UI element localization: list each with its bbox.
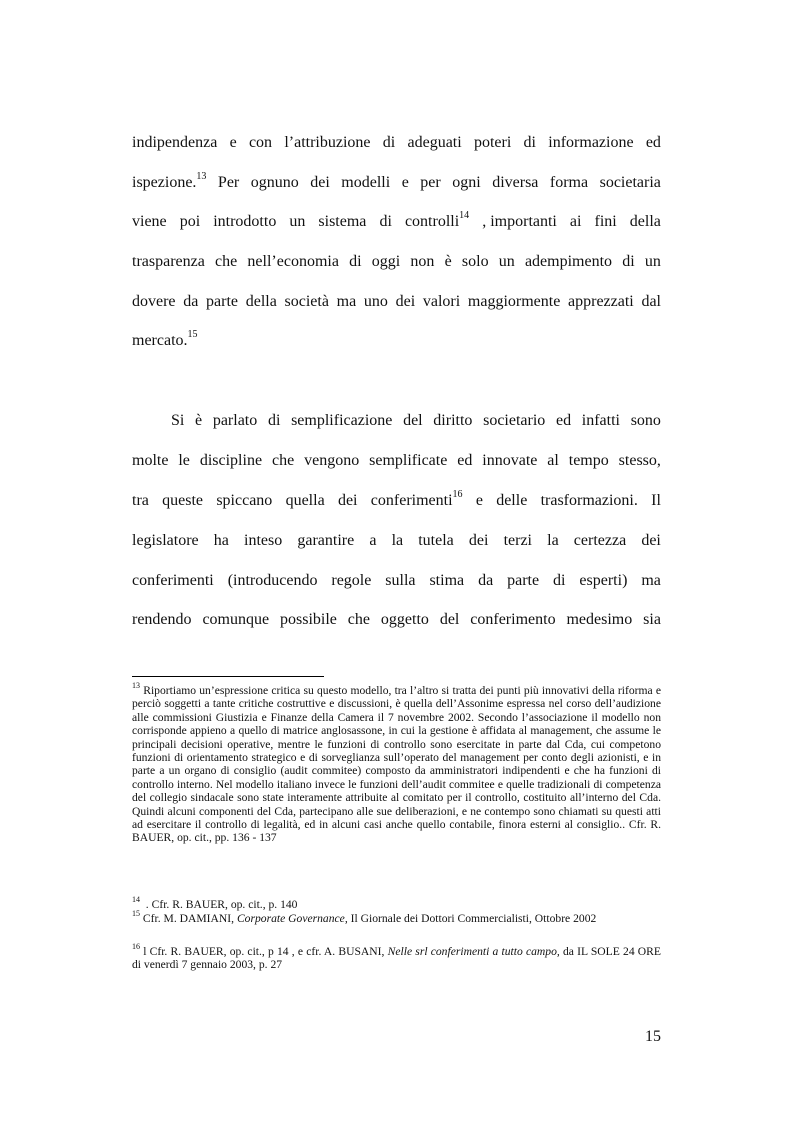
footnote-number: 14 <box>132 895 140 905</box>
word: forma <box>549 174 589 191</box>
word: queste <box>162 492 204 509</box>
footnote-ref-15[interactable]: 15 <box>187 328 198 340</box>
word: a <box>369 532 377 549</box>
word: infatti <box>581 412 620 429</box>
body-line <box>132 569 661 593</box>
body-line <box>132 608 661 632</box>
footnote-text: Riportiamo un’espressione critica su questo modello, tra l’altro si tratta dei punti più innovativi della riforma e perciò soggetti a tante critiche costruttive e discussioni, è quella dell’Assonime espressa nel corso dell’audizione alle commissioni Giustizia e Finanze della Camera il 7 novembre 2002. Secondo l’associazione il modello non corrisponde appieno a quello di matrice anglosassone, in cui la gestione è affidata al management, che assume le principali decisioni operative, mentre le funzioni di controllo sono esercitate in parte dal Cda, cui competono funzioni di orientamento strategico e di sorveglianza sull’operato del management per conto degli azionisti, e in parte a un organo di consiglio (audit commitee) composto da amministratori indipendenti e che ha funzioni di controllo interno. Nel modello italiano invece le funzioni dell’audit commitee e quelle tradizionali di competenza del collegio sindacale sono state interamente attribuite al comitato per il controllo, costituito all’interno del Cda. Quindi alcuni componenti del Cda, partecipano alle sue deliberazioni, e ne contempo sono chiamati su questi atti ad esercitare il controllo di legalità, ed in alcuni casi anche quello contabile, finora esterni al consiglio.. Cfr. R. BAUER, op. cit., pp. 136 - 137 <box>132 684 661 845</box>
word: oggi <box>371 253 401 270</box>
word: trasparenza <box>132 253 205 270</box>
word: la <box>391 532 404 549</box>
word: dei <box>395 293 416 310</box>
word: modelli <box>341 174 391 191</box>
word: un <box>498 253 515 270</box>
footnote-16 <box>132 942 661 972</box>
body-line <box>171 409 661 433</box>
body-line <box>132 329 661 353</box>
footnote-text: Il Giornale dei Dottori Commercialisti, Ottobre 2002 <box>347 912 597 925</box>
word: ed <box>555 412 572 429</box>
word: la <box>547 532 559 549</box>
word-with-footnote-ref <box>405 210 469 234</box>
body-line <box>132 529 661 553</box>
word: trasformazioni. <box>540 492 638 509</box>
word: ed <box>645 134 661 151</box>
word: vengono <box>304 452 360 469</box>
footnote-number: 13 <box>132 681 140 691</box>
word: dei <box>337 492 358 509</box>
word: semplificate <box>369 452 448 469</box>
footnote-number: 16 <box>132 942 140 952</box>
word: parte <box>507 572 540 589</box>
word: di <box>622 253 635 270</box>
word: di <box>523 134 536 151</box>
word: societaria <box>599 174 661 191</box>
word: tra <box>132 492 149 509</box>
footnote-15 <box>132 909 661 925</box>
word: conferimenti <box>132 572 214 589</box>
word: mercato. <box>132 332 188 349</box>
word: parlato <box>212 412 258 429</box>
word: che <box>271 452 295 469</box>
word: di <box>349 253 362 270</box>
word: da <box>183 293 199 310</box>
footnote-text: . Cfr. R. BAUER, op. cit., p. 140 <box>140 898 298 911</box>
word: con <box>248 134 273 151</box>
footnote-italic-title: Corporate Governance, <box>236 912 348 925</box>
word: diritto <box>433 412 473 429</box>
word: al <box>547 452 559 469</box>
word: introdotto <box>213 213 277 230</box>
word: comunque <box>202 611 270 628</box>
word: regole <box>331 572 372 589</box>
word: parte <box>206 293 239 310</box>
word: conferimenti <box>370 492 453 509</box>
footnote-text: l Cfr. R. BAUER, op. cit., p 14 , e cfr. A. BUSANI, <box>143 945 388 958</box>
word: ed <box>457 452 473 469</box>
word: dovere <box>132 293 176 310</box>
word: esperti) <box>579 572 628 589</box>
word: quella <box>285 492 325 509</box>
word: uno <box>363 293 388 310</box>
word: di <box>267 412 281 429</box>
word: della <box>245 293 277 310</box>
page-number: 15 <box>645 1028 661 1045</box>
word-with-footnote-ref <box>371 489 463 513</box>
footnote-number: 15 <box>132 909 140 919</box>
word: conferimento <box>470 611 556 628</box>
word: tempo <box>568 452 609 469</box>
footnote-14 <box>132 895 661 911</box>
word: Si <box>171 412 185 429</box>
word: certezza <box>573 532 627 549</box>
footnote-italic-title: Nelle srl conferimenti a tutto campo, <box>387 945 560 958</box>
word: ma <box>336 293 357 310</box>
body-line <box>132 489 661 513</box>
word: un <box>644 253 661 270</box>
word: controlli <box>404 213 460 230</box>
word: terzi <box>503 532 532 549</box>
word: stima <box>429 572 465 589</box>
word: per <box>420 174 441 191</box>
word: ma <box>641 572 661 589</box>
word: spiccano <box>216 492 273 509</box>
word: apprezzati <box>568 293 634 310</box>
word: un <box>289 213 306 230</box>
word: dei <box>310 174 330 191</box>
word: garantire <box>297 532 355 549</box>
word: dal <box>641 293 661 310</box>
word-with-footnote-ref <box>132 171 206 195</box>
word: (introducendo <box>227 572 318 589</box>
word: ai <box>569 213 582 230</box>
word: è <box>195 412 203 429</box>
word: del <box>439 611 460 628</box>
word: fini <box>594 213 617 230</box>
word: non <box>410 253 435 270</box>
word: dei <box>641 532 661 549</box>
word: sono <box>630 412 661 429</box>
word: è <box>444 253 452 270</box>
footnote-ref-13[interactable]: 13 <box>196 170 207 182</box>
word: diversa <box>492 174 539 191</box>
word: discipline <box>199 452 263 469</box>
footnote-13 <box>132 681 661 845</box>
word: ognuno <box>250 174 299 191</box>
word: sia <box>643 611 661 628</box>
word: di <box>379 213 392 230</box>
word: poteri <box>473 134 512 151</box>
word: maggiormente <box>467 293 561 310</box>
word: ogni <box>452 174 481 191</box>
word: della <box>629 213 661 230</box>
body-line <box>132 131 661 155</box>
word: da <box>478 572 494 589</box>
word: , importanti <box>482 213 557 230</box>
word: ha <box>213 532 229 549</box>
footnote-text: da IL SOLE 24 ORE di venerdì 7 gennaio 2003, p. 27 <box>132 945 661 972</box>
word: legislatore <box>132 532 199 549</box>
word: semplificazione <box>291 412 393 429</box>
word: delle <box>496 492 528 509</box>
word: ispezione. <box>132 174 197 191</box>
word: adempimento <box>524 253 613 270</box>
word: stesso, <box>618 452 661 469</box>
word: e <box>475 492 483 509</box>
word: tutela <box>418 532 454 549</box>
word: sistema <box>318 213 367 230</box>
word: Il <box>651 492 661 509</box>
word: di <box>382 134 396 151</box>
word: societario <box>483 412 546 429</box>
body-line <box>132 210 661 234</box>
word: società <box>284 293 329 310</box>
word: e <box>401 174 409 191</box>
word: e <box>229 134 237 151</box>
word: oggetto <box>380 611 429 628</box>
word: l’attribuzione <box>284 134 371 151</box>
word: Per <box>217 174 240 191</box>
body-line <box>132 171 661 195</box>
word: che <box>347 611 370 628</box>
word: medesimo <box>566 611 633 628</box>
word: inteso <box>244 532 283 549</box>
word: informazione <box>548 134 634 151</box>
word: innovate <box>482 452 538 469</box>
word: viene <box>132 213 167 230</box>
word: del <box>403 412 423 429</box>
word-with-footnote-ref <box>132 329 198 353</box>
footnote-separator <box>132 676 324 677</box>
body-line <box>132 250 661 274</box>
word: molte <box>132 452 169 469</box>
word: che <box>215 253 238 270</box>
footnote-ref-16[interactable]: 16 <box>452 488 463 500</box>
word: di <box>553 572 566 589</box>
footnote-text: Cfr. M. DAMIANI, <box>142 912 237 925</box>
word: nell’economia <box>247 253 339 270</box>
word: sulla <box>385 572 416 589</box>
word: poi <box>179 213 201 230</box>
word: valori <box>422 293 461 310</box>
word: possibile <box>280 611 337 628</box>
word: le <box>178 452 190 469</box>
word: solo <box>461 253 489 270</box>
word: dei <box>468 532 489 549</box>
body-line <box>132 449 661 473</box>
word: rendendo <box>132 611 192 628</box>
body-line <box>132 290 661 314</box>
word: indipendenza <box>132 134 218 151</box>
footnote-ref-14[interactable]: 14 <box>459 209 470 221</box>
word: adeguati <box>407 134 462 151</box>
